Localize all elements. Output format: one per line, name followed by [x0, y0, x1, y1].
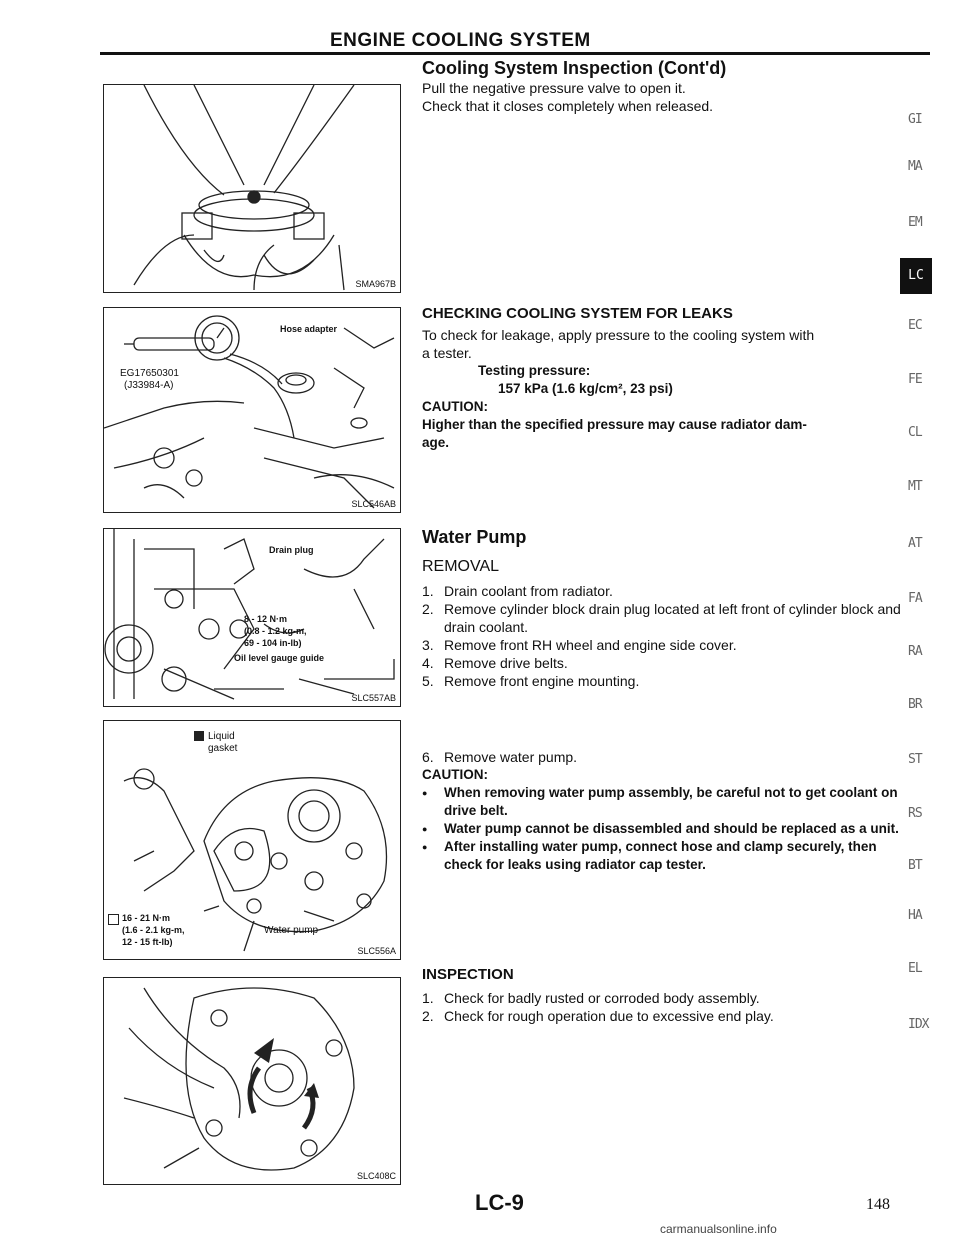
- section-inspection: [422, 966, 902, 1025]
- text-line: a tester.: [422, 345, 472, 361]
- index-tab-ma[interactable]: MA: [908, 159, 922, 174]
- label-tool-number: EG17650301: [120, 368, 179, 379]
- figure-code: SMA967B: [355, 279, 396, 289]
- label-tool-alt-number: (J33984-A): [124, 380, 174, 391]
- label-torque-inlb: 69 - 104 in-lb): [244, 638, 302, 648]
- label-torque-nm: 8 - 12 N·m: [244, 614, 288, 624]
- radiator-cap-illustration: [104, 85, 400, 292]
- label-torque-ftlb: 12 - 15 ft-lb): [122, 937, 173, 947]
- section-removal-cont: [422, 748, 902, 874]
- index-tab-ra[interactable]: RA: [908, 644, 922, 659]
- index-tab-mt[interactable]: MT: [908, 479, 922, 494]
- list-item: ● After installing water pump, connect hose and clamp securely, then check for leaks using radiator cap tester.: [422, 838, 902, 874]
- figure-code: SLC557AB: [351, 693, 396, 703]
- figure-code: SLC556A: [357, 946, 396, 956]
- list-item: 3. Remove front RH wheel and engine side cover.: [422, 637, 737, 653]
- removal-steps-cont: [422, 748, 902, 766]
- index-tab-at[interactable]: AT: [908, 536, 922, 551]
- text-line: Check that it closes completely when released.: [422, 98, 714, 114]
- text-line: To check for leakage, apply pressure to the cooling system with: [422, 327, 815, 343]
- pressure-tester-illustration: [104, 308, 400, 512]
- header-rule: [100, 52, 930, 55]
- index-tab-ec[interactable]: EC: [908, 318, 922, 333]
- page-header: ENGINE COOLING SYSTEM: [330, 30, 591, 51]
- torque-icon: [108, 914, 119, 925]
- testing-pressure-label: Testing pressure:: [478, 363, 591, 378]
- index-tab-cl[interactable]: CL: [908, 425, 922, 440]
- index-tab-em[interactable]: EM: [908, 215, 922, 230]
- index-tab-rs[interactable]: RS: [908, 806, 922, 821]
- list-item: ● When removing water pump assembly, be careful not to get coolant on drive belt.: [422, 784, 902, 820]
- label-gasket: gasket: [208, 743, 238, 754]
- figure-pressure-tester: [103, 307, 401, 513]
- label-drain-plug: Drain plug: [269, 545, 314, 555]
- index-tab-gi[interactable]: GI: [908, 112, 922, 127]
- figure-water-pump: [103, 720, 401, 960]
- section-cooling-inspection: [422, 58, 892, 115]
- index-tab-bt[interactable]: BT: [908, 858, 922, 873]
- figure-code: SLC408C: [356, 1171, 396, 1181]
- watermark: carmanualsonline.info: [660, 1222, 777, 1236]
- text-line: Pull the negative pressure valve to open it.: [422, 80, 686, 96]
- testing-pressure-value: 157 kPa (1.6 kg/cm², 23 psi): [498, 381, 673, 396]
- section-title: Water Pump: [422, 527, 527, 547]
- section-water-pump: [422, 527, 902, 690]
- index-tab-br[interactable]: BR: [908, 697, 922, 712]
- caution-bullets: [422, 784, 902, 874]
- section-leak-check: [422, 305, 902, 452]
- caution-label: CAUTION:: [422, 399, 488, 414]
- label-liquid: Liquid: [208, 731, 235, 742]
- label-water-pump: Water pump: [264, 925, 319, 936]
- list-item: 4. Remove drive belts.: [422, 655, 568, 671]
- figure-radiator-cap: [103, 84, 401, 293]
- label-torque-nm: 16 - 21 N·m: [122, 913, 171, 923]
- section-title: Cooling System Inspection (Cont'd): [422, 58, 727, 78]
- figure-pump-inspection: [103, 977, 401, 1185]
- section-title: CHECKING COOLING SYSTEM FOR LEAKS: [422, 305, 733, 322]
- index-tab-lc[interactable]: LC: [900, 258, 932, 294]
- caution-text: age.: [422, 435, 450, 450]
- label-torque-kgm: (0.8 - 1.2 kg-m,: [244, 626, 307, 636]
- list-item: 5. Remove front engine mounting.: [422, 673, 640, 689]
- label-oil-gauge-guide: Oil level gauge guide: [234, 653, 325, 663]
- index-tab-ha[interactable]: HA: [908, 908, 922, 923]
- index-tab-idx[interactable]: IDX: [908, 1017, 929, 1032]
- list-item: 2. Check for rough operation due to excessive end play.: [422, 1008, 774, 1024]
- inspection-steps: [422, 989, 902, 1025]
- caution-label: CAUTION:: [422, 767, 488, 782]
- list-item: 1. Drain coolant from radiator.: [422, 583, 613, 599]
- section-title: INSPECTION: [422, 966, 514, 983]
- subsection-removal: REMOVAL: [422, 558, 500, 575]
- list-item: 1. Check for badly rusted or corroded body assembly.: [422, 990, 760, 1006]
- removal-steps: [422, 582, 902, 690]
- figure-drain-plug: [103, 528, 401, 707]
- label-hose-adapter: Hose adapter: [280, 324, 338, 334]
- index-tab-fa[interactable]: FA: [908, 591, 922, 606]
- page-number: 148: [866, 1196, 890, 1213]
- list-item: ● Water pump cannot be disassembled and should be replaced as a unit.: [422, 820, 902, 838]
- label-torque-kgm: (1.6 - 2.1 kg-m,: [122, 925, 185, 935]
- list-item: 2. Remove cylinder block drain plug located at left front of cylinder block and drain coolant.: [422, 601, 901, 635]
- liquid-gasket-icon: [194, 731, 204, 741]
- page-footer-code: LC-9: [475, 1190, 524, 1215]
- caution-text: Higher than the specified pressure may cause radiator dam-: [422, 417, 807, 432]
- rotation-arrow-icon: [254, 1038, 274, 1063]
- index-tab-el[interactable]: EL: [908, 961, 922, 976]
- index-tab-st[interactable]: ST: [908, 752, 922, 767]
- index-tab-fe[interactable]: FE: [908, 372, 922, 387]
- pump-inspection-illustration: [104, 978, 400, 1184]
- figure-code: SLC546AB: [351, 499, 396, 509]
- list-item: 6. Remove water pump.: [422, 749, 578, 765]
